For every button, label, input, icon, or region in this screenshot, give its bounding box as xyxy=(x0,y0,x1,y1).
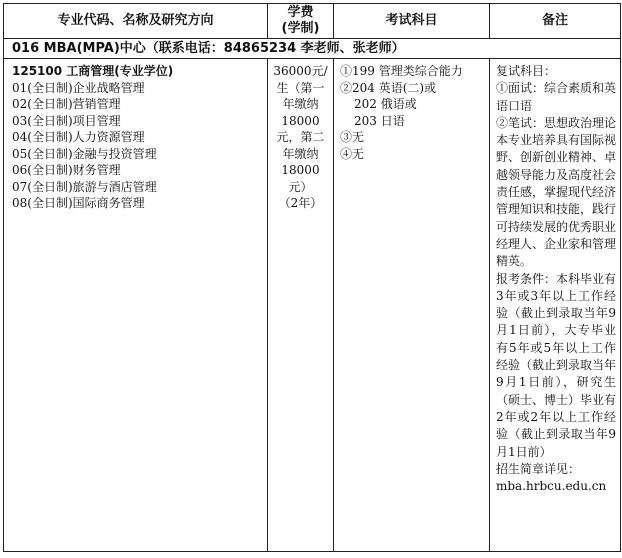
fee-lines xyxy=(268,63,333,212)
fee-line: 年缴纳 xyxy=(282,146,319,161)
exam-item: 202 俄语或 xyxy=(354,97,417,111)
direction-item: 08(全日制)国际商务管理 xyxy=(12,196,145,210)
exam-item: ②204 英语(二)或 xyxy=(340,80,437,95)
direction-item: 07(全日制)旅游与酒店管理 xyxy=(12,179,157,194)
department-row xyxy=(4,39,621,59)
remarks-list xyxy=(496,63,616,495)
direction-item: 03(全日制)项目管理 xyxy=(12,113,121,128)
remark-item: 复试科目： xyxy=(496,64,557,78)
exam-item: ④无 xyxy=(340,146,365,161)
fee-line: 18000 xyxy=(281,163,320,177)
admissions-table xyxy=(3,3,621,552)
major-row xyxy=(4,59,621,552)
direction-item: 01(全日制)企业战略管理 xyxy=(12,80,145,95)
direction-item: 04(全日制)人力资源管理 xyxy=(12,130,145,144)
department-title: 016 MBA(MPA)中心（联系电话：84865234 李老师、张老师） xyxy=(4,39,621,59)
exam-list xyxy=(340,63,489,162)
header-fee-line1: 学费 xyxy=(287,5,314,20)
header-major: 专业代码、名称及研究方向 xyxy=(4,4,268,39)
catalog-page xyxy=(0,3,622,558)
major-cell xyxy=(4,59,268,552)
direction-item: 05(全日制)金融与投资管理 xyxy=(12,146,157,161)
fee-line: 元） xyxy=(288,179,313,194)
fee-line: （2年） xyxy=(278,196,323,210)
fee-line: 生（第一 xyxy=(276,80,325,95)
fee-line: 元，第二 xyxy=(276,130,325,144)
remark-item: ①面试：综合素质和英语口语 xyxy=(496,81,617,113)
exam-item: 203 日语 xyxy=(354,113,405,128)
header-exam: 考试科目 xyxy=(334,4,490,39)
remarks-cell xyxy=(490,59,621,552)
direction-item: 06(全日制)财务管理 xyxy=(12,163,121,177)
direction-item: 02(全日制)营销管理 xyxy=(12,97,121,111)
fee-line: 18000 xyxy=(281,113,320,128)
major-title: 125100 工商管理(专业学位) xyxy=(12,64,174,78)
fee-line: 年缴纳 xyxy=(282,97,319,111)
fee-cell xyxy=(268,59,334,552)
exam-item: ①199 管理类综合能力 xyxy=(340,64,463,78)
remark-item: 报考条件：本科毕业有3年或3年以上工作经验（截止到录取当年9月1日前），大专毕业有5年或5年以上工作经验（截止到录取当年9月1日前），研究生（硕士、博士）毕业有2年或2年以上工作经验（截止到录取当年9月1日前） xyxy=(496,271,617,459)
direction-list xyxy=(12,80,267,212)
header-fee xyxy=(268,4,334,39)
header-row xyxy=(4,4,621,39)
fee-line: 36000元/ xyxy=(273,64,328,78)
header-remarks: 备注 xyxy=(490,4,621,39)
exam-item: ③无 xyxy=(340,130,365,144)
remark-item: mba.hrbcu.edu.cn xyxy=(496,479,607,494)
remark-item: 招生简章详见： xyxy=(496,461,581,476)
remark-item: ②笔试：思想政治理论 xyxy=(496,115,617,130)
exam-cell xyxy=(334,59,490,552)
header-fee-line2: (学制) xyxy=(281,21,320,36)
remark-item: 本专业培养具有国际视野、创新创业精神、卓越领导能力及高度社会责任感，掌握现代经济管理知识和技能，践行可持续发展的优秀职业经理人、企业家和管理精英。 xyxy=(496,133,617,269)
